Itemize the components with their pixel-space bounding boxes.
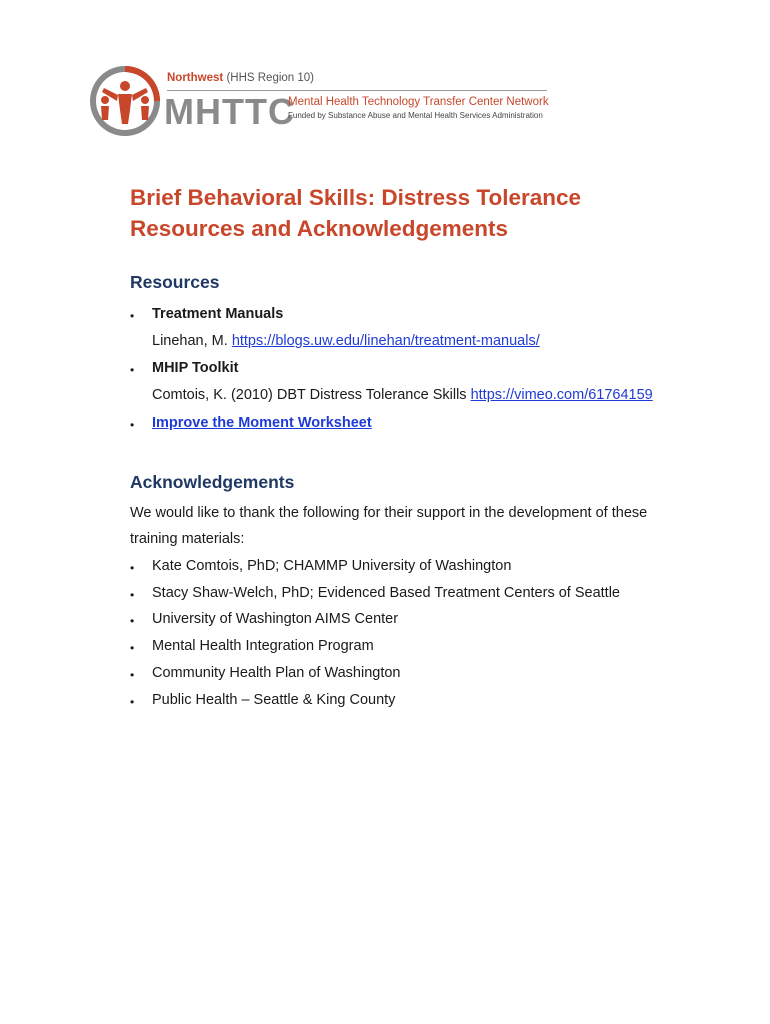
bullet-icon: •: [130, 363, 135, 377]
bullet-icon: •: [130, 695, 135, 709]
treatment-manuals-citation-line: [152, 333, 540, 349]
acknowledgements-intro-line2: training materials:: [130, 531, 245, 547]
acknowledgements-intro-line1: We would like to thank the following for their support in the development of these: [130, 505, 648, 521]
logo-wordmark: MHTTC: [164, 91, 295, 132]
page-title-line2: Resources and Acknowledgements: [130, 216, 509, 241]
mhip-toolkit-citation: Comtois, K. (2010) DBT Distress Tolerance Skills: [152, 387, 467, 403]
page-title-line1: Brief Behavioral Skills: Distress Tolerance: [130, 185, 582, 210]
treatment-manuals-label: Treatment Manuals: [152, 306, 284, 322]
improve-moment-worksheet-link[interactable]: Improve the Moment Worksheet: [152, 415, 372, 431]
bullet-icon: •: [130, 561, 135, 575]
bullet-icon: •: [130, 418, 135, 432]
acknowledgement-item: University of Washington AIMS Center: [152, 611, 399, 627]
mhip-toolkit-link[interactable]: https://vimeo.com/61764159: [470, 387, 653, 403]
acknowledgement-item: Mental Health Integration Program: [152, 638, 374, 654]
logo-region-name: Northwest: [167, 72, 224, 84]
logo-region-detail: (HHS Region 10): [226, 72, 315, 84]
mhip-toolkit-citation-line: [152, 387, 653, 403]
acknowledgement-item: Kate Comtois, PhD; CHAMMP University of Washington: [152, 558, 512, 574]
acknowledgement-item: Stacy Shaw-Welch, PhD; Evidenced Based Treatment Centers of Seattle: [152, 585, 620, 601]
logo-funded-by: Funded by Substance Abuse and Mental Health Services Administration: [288, 111, 543, 120]
mhip-toolkit-label: MHIP Toolkit: [152, 360, 239, 376]
mhttc-logo: [88, 64, 558, 144]
bullet-icon: •: [130, 309, 135, 323]
resources-heading: Resources: [130, 272, 220, 292]
treatment-manuals-citation: Linehan, M.: [152, 333, 228, 349]
logo-region-label: [167, 72, 314, 84]
bullet-icon: •: [130, 614, 135, 628]
logo-network-name: Mental Health Technology Transfer Center Network: [288, 96, 549, 108]
treatment-manuals-link[interactable]: https://blogs.uw.edu/linehan/treatment-manuals/: [231, 333, 540, 349]
bullet-icon: •: [130, 668, 135, 682]
acknowledgement-item: Public Health – Seattle & King County: [152, 692, 396, 708]
bullet-icon: •: [130, 588, 135, 602]
page-title: [130, 182, 730, 244]
bullet-icon: •: [130, 641, 135, 655]
mhttc-people-logo-icon: [88, 64, 162, 138]
acknowledgements-heading: Acknowledgements: [130, 472, 295, 492]
acknowledgement-item: Community Health Plan of Washington: [152, 665, 401, 681]
